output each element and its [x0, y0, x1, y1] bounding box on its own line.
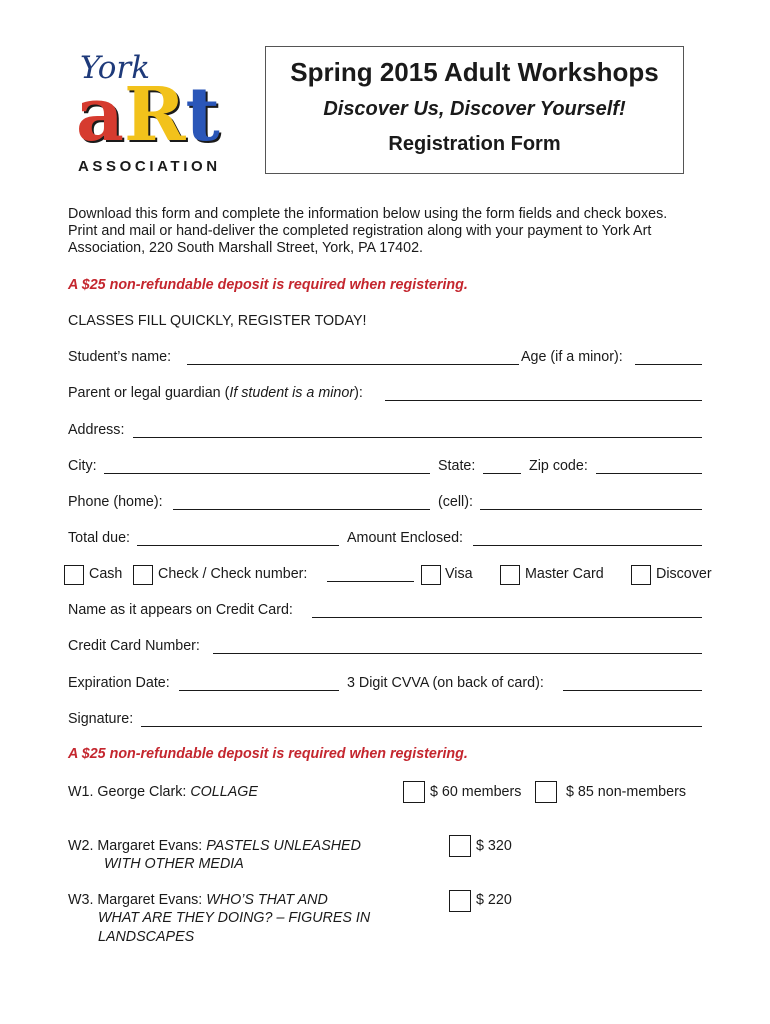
- w1-title: COLLAGE: [190, 784, 258, 800]
- w2-title-line1: PASTELS UNLEASHED: [206, 838, 361, 854]
- city-field[interactable]: [104, 473, 430, 474]
- card-number-field[interactable]: [213, 653, 702, 654]
- w3-checkbox[interactable]: [449, 890, 471, 912]
- w2-price: $ 320: [476, 838, 512, 854]
- zip-field[interactable]: [596, 473, 702, 474]
- phone-home-field[interactable]: [173, 509, 430, 510]
- card-number-label: Credit Card Number:: [68, 638, 200, 654]
- phone-cell-field[interactable]: [480, 509, 702, 510]
- w2-checkbox[interactable]: [449, 835, 471, 857]
- visa-label: Visa: [445, 566, 473, 582]
- signature-field[interactable]: [141, 726, 702, 727]
- w1-nonmembers-price: $ 85 non-members: [566, 784, 686, 800]
- logo-art-wordmark: [76, 72, 220, 158]
- cvva-field[interactable]: [563, 690, 702, 691]
- zip-label: Zip code:: [529, 458, 588, 474]
- w1-members-checkbox[interactable]: [403, 781, 425, 803]
- guardian-label-italic: If student is a minor: [229, 385, 355, 401]
- w3-title-line1: WHO’S THAT AND: [206, 892, 328, 908]
- logo-association-text: ASSOCIATION: [78, 158, 221, 175]
- intro-text: [68, 206, 667, 257]
- check-number-field[interactable]: [327, 581, 414, 582]
- check-label: Check / Check number:: [158, 566, 308, 582]
- workshop-w2: [68, 838, 361, 854]
- intro-line-1: Download this form and complete the information below using the form fields and check boxes.: [68, 206, 668, 222]
- title-box: [265, 46, 684, 174]
- workshop-w1: [68, 784, 258, 800]
- w2-prefix: W2. Margaret Evans:: [68, 838, 207, 854]
- visa-checkbox[interactable]: [421, 565, 441, 585]
- address-label: Address:: [68, 422, 125, 438]
- discover-checkbox[interactable]: [631, 565, 651, 585]
- mastercard-checkbox[interactable]: [500, 565, 520, 585]
- age-field[interactable]: [635, 364, 702, 365]
- discover-label: Discover: [656, 566, 712, 582]
- w3-price: $ 220: [476, 892, 512, 908]
- w1-members-price: $ 60 members: [430, 784, 522, 800]
- intro-line-3: Association, 220 South Marshall Street, York, PA 17402.: [68, 240, 423, 256]
- page-title: Spring 2015 Adult Workshops: [290, 57, 659, 87]
- cash-checkbox[interactable]: [64, 565, 84, 585]
- page-subtitle: Discover Us, Discover Yourself!: [323, 98, 626, 120]
- w2-title-line2: WITH OTHER MEDIA: [104, 856, 244, 872]
- w1-nonmembers-checkbox[interactable]: [535, 781, 557, 803]
- name-on-card-label: Name as it appears on Credit Card:: [68, 602, 293, 618]
- logo-letter-r: R: [123, 72, 186, 158]
- state-field[interactable]: [483, 473, 521, 474]
- guardian-label: [68, 385, 363, 401]
- signature-label: Signature:: [68, 711, 134, 727]
- logo-york-text: York: [80, 50, 151, 86]
- check-checkbox[interactable]: [133, 565, 153, 585]
- classes-fill-notice: CLASSES FILL QUICKLY, REGISTER TODAY!: [68, 313, 367, 329]
- guardian-label-prefix: Parent or legal guardian (: [68, 385, 230, 401]
- address-field[interactable]: [133, 437, 702, 438]
- logo-letter-a: a: [76, 72, 124, 158]
- deposit-notice-bottom: A $25 non-refundable deposit is required when registering.: [68, 746, 468, 762]
- deposit-notice-top: A $25 non-refundable deposit is required when registering.: [68, 277, 468, 293]
- state-label: State:: [438, 458, 476, 474]
- cvva-label: 3 Digit CVVA (on back of card):: [347, 675, 544, 691]
- form-name: Registration Form: [388, 133, 561, 155]
- cash-label: Cash: [89, 566, 123, 582]
- intro-line-2: Print and mail or hand-deliver the completed registration along with your payment to York Art: [68, 223, 652, 239]
- workshop-w3: [68, 892, 328, 908]
- expiration-field[interactable]: [179, 690, 339, 691]
- phone-home-label: Phone (home):: [68, 494, 163, 510]
- phone-cell-label: (cell):: [438, 494, 473, 510]
- guardian-field[interactable]: [385, 400, 702, 401]
- w3-prefix: W3. Margaret Evans:: [68, 892, 207, 908]
- mastercard-label: Master Card: [525, 566, 604, 582]
- student-name-label: Student’s name:: [68, 349, 172, 365]
- logo-letter-t: t: [185, 72, 220, 158]
- w3-title-line2: WHAT ARE THEY DOING? – FIGURES IN: [98, 910, 371, 926]
- amount-enclosed-field[interactable]: [473, 545, 702, 546]
- w1-prefix: W1. George Clark:: [68, 784, 191, 800]
- age-label: Age (if a minor):: [521, 349, 623, 365]
- w3-title-line3: LANDSCAPES: [98, 929, 195, 945]
- total-due-label: Total due:: [68, 530, 130, 546]
- expiration-label: Expiration Date:: [68, 675, 170, 691]
- amount-enclosed-label: Amount Enclosed:: [347, 530, 464, 546]
- name-on-card-field[interactable]: [312, 617, 702, 618]
- total-due-field[interactable]: [137, 545, 339, 546]
- city-label: City:: [68, 458, 97, 474]
- student-name-field[interactable]: [187, 364, 519, 365]
- guardian-label-suffix: ):: [354, 385, 363, 401]
